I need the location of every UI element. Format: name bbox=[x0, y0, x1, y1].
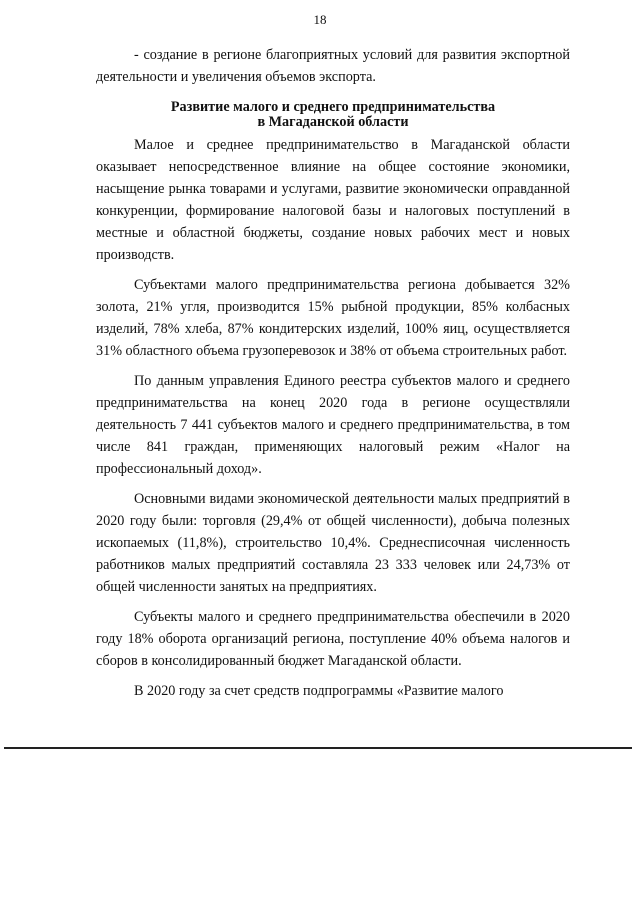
section-heading-line-1: Развитие малого и среднего предпринимательства bbox=[170, 99, 496, 115]
paragraph-turnover-taxes: Субъекты малого и среднего предпринимательства обеспечили в 2020 году 18% оборота организаций региона, поступление 40% объема налогов и сборов в консолидированный бюджет Магаданской области. bbox=[96, 609, 570, 669]
section-heading bbox=[96, 100, 570, 130]
paragraph-influence: Малое и среднее предпринимательство в Магаданской области оказывает непосредственное влияние на общее состояние экономики, насыщение рынка товарами и услугами, развитие экономически оправданной конкуренции, формирование налоговой базы и налоговых поступлений в местные и областной бюджеты, создание новых рабочих мест и новых производств. bbox=[96, 137, 570, 263]
paragraph-production-shares: Субъектами малого предпринимательства региона добывается 32% золота, 21% угля, производится 15% рыбной продукции, 85% колбасных изделий, 78% хлеба, 87% кондитерских изделий, 100% яиц, осуществляется 31% областного объема грузоперевозок и 38% от объема строительных работ. bbox=[96, 277, 570, 359]
bottom-divider-line bbox=[4, 747, 632, 749]
paragraph-registry-data: По данным управления Единого реестра субъектов малого и среднего предпринимательства на конец 2020 года в регионе осуществляли деятельность 7 441 субъектов малого и среднего предпринимательства, в том числе 841 граждан, применяющих налоговый режим «Налог на профессиональный доход». bbox=[96, 373, 570, 477]
section-heading-line-2: в Магаданской области bbox=[257, 114, 409, 130]
paragraph-subprogram: В 2020 году за счет средств подпрограммы «Развитие малого bbox=[134, 683, 504, 699]
intro-paragraph: - создание в регионе благоприятных условий для развития экспортной деятельности и увеличения объемов экспорта. bbox=[96, 47, 570, 85]
paragraph-activity-types: Основными видами экономической деятельности малых предприятий в 2020 году были: торговля (29,4% от общей численности), добыча полезных ископаемых (11,8%), строительство 10,4%. Среднесписочная численность работников малых предприятий составляла 23 333 человек или 24,73% от общей численности занятых на предприятиях. bbox=[96, 491, 570, 595]
document-body bbox=[96, 44, 570, 702]
page-number: 18 bbox=[313, 12, 327, 27]
